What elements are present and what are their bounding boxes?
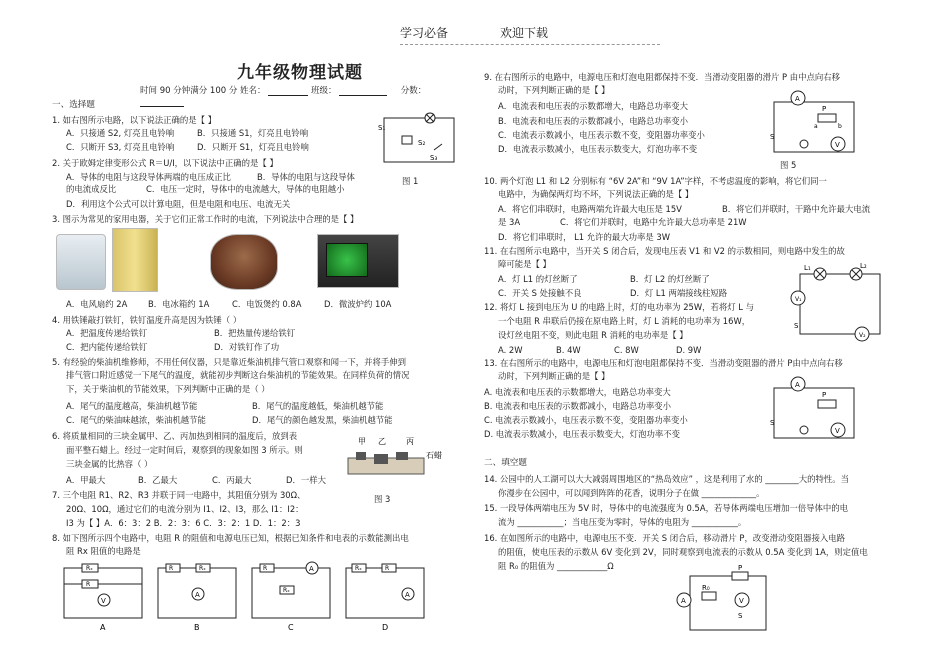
- q4-option-b[interactable]: B．把热量传递给铁钉: [214, 328, 296, 338]
- circuit-a: [64, 564, 148, 634]
- circuit-a-label: A: [100, 623, 106, 632]
- q13-option-a[interactable]: A. 电流表和电压表的示数都增大，电路总功率变大: [484, 387, 671, 397]
- q12-line2: 一个电阻 R 串联后仍接在原电路上时，灯 L 消耗的电功率为 16W，: [498, 316, 751, 326]
- q3-stem: 3. 图示为常见的家用电器，关于它们正常工作时的电流，下列说法中合理的是【 】: [52, 214, 359, 224]
- q2-stem: 2. 关于欧姆定律变形公式 R＝U/I，以下说法中正确的是【 】: [52, 158, 278, 168]
- circuit-a-meter: V: [101, 597, 106, 605]
- q16-switch: S: [738, 612, 743, 620]
- circuit-c-rx: Rₓ: [283, 587, 290, 594]
- q11-option-b[interactable]: B．灯 L2 的灯丝断了: [630, 274, 710, 284]
- circuit-c: [252, 564, 336, 634]
- q11-option-d[interactable]: D．灯 L1 两端接线柱短路: [630, 288, 728, 298]
- q9-option-b[interactable]: B．电流表和电压表的示数都减小，电路总功率变小: [498, 116, 688, 126]
- figure-q16-circuit: [680, 564, 776, 642]
- fig5-switch: S: [770, 133, 775, 141]
- fig5-a: a: [814, 123, 818, 130]
- q14-stem: 14. 公园中的人工湖可以大大减弱周围地区的“热岛效应” ，这是利用了水的 ________大的特性。当: [484, 474, 849, 484]
- q16-voltmeter: V: [739, 597, 744, 605]
- q7-line2: 20Ω、10Ω，通过它们的电流分别为 I1、I2、I3，那么 I1：I2：: [66, 504, 304, 514]
- rice-cooker-image: [210, 234, 278, 290]
- q2-option-d[interactable]: D．利用这个公式可以计算电阻，但是电阻和电压、电流无关: [66, 199, 291, 209]
- q10-option-b-cont: 是 3A: [498, 217, 521, 227]
- q6-option-b[interactable]: B．乙最大: [138, 475, 178, 485]
- q11-l2: L₂: [860, 262, 867, 270]
- q2-option-a[interactable]: A．导体的电阻与这段导体两端的电压成正比: [66, 172, 231, 182]
- exam-title: 九年级物理试题: [237, 63, 363, 83]
- q16-stem: 16. 在如图所示的电路中，电源电压不变．开关 S 闭合后，移动滑片 P，改变滑动变阻器接入电路: [484, 533, 845, 543]
- q3-option-d[interactable]: D．微波炉约 10A: [324, 299, 392, 309]
- class-blank[interactable]: [339, 85, 387, 96]
- q5-option-a[interactable]: A．尾气的温度越高，柴油机越节能: [66, 401, 198, 411]
- q6-line2: 面平整石蜡上。经过一定时间后，观察到的现象如图 3 所示。则: [66, 445, 303, 455]
- s1-label: S₁: [378, 124, 386, 132]
- fig5-b: b: [838, 123, 842, 130]
- q11-l1: L₁: [804, 264, 811, 272]
- q16-ammeter: A: [681, 597, 686, 605]
- circuit-a-r: R: [86, 581, 91, 588]
- q4-stem: 4. 用铁锤敲打铁钉，铁钉温度升高是因为铁锤（ ）: [52, 315, 242, 325]
- q2-option-c[interactable]: C．电压一定时，导体中的电流越大，导体的电阻越小: [146, 184, 345, 194]
- q13-slider: P: [822, 391, 827, 399]
- q14-line2: 你漫步在公园中，可以闻到阵阵的花香，说明分子在做 _____________。: [498, 488, 765, 498]
- q13-option-b[interactable]: B. 电流表和电压表的示数都减小，电路总功率变小: [484, 401, 671, 411]
- score-blank[interactable]: [140, 96, 184, 107]
- circuit-d-meter: A: [405, 591, 410, 599]
- page-header: [400, 22, 660, 45]
- q10-line2: 电路中，为确保两灯均不坏，下列说法正确的是【 】: [498, 189, 694, 199]
- exam-info: [140, 84, 470, 107]
- microwave-image: [317, 234, 399, 288]
- class-label: 班级：: [310, 86, 337, 96]
- q12-option-d[interactable]: D. 9W: [676, 345, 702, 355]
- q6-option-d[interactable]: D．一样大: [286, 475, 326, 485]
- figure3-caption: 图 3: [374, 494, 391, 504]
- q16-slider: P: [738, 564, 743, 572]
- q11-stem: 11. 在右图所示电路中，当开关 S 闭合后，发现电压表 V1 和 V2 的示数相同，则电路中发生的故: [484, 246, 845, 256]
- header-left-text: 学习必备: [400, 26, 449, 40]
- q4-option-d[interactable]: D．对铁钉作了功: [214, 342, 280, 352]
- q9-line2: 动时，下列判断正确的是【 】: [498, 85, 610, 95]
- circuit-d-r: R: [385, 565, 390, 572]
- figure-q13-circuit: [770, 378, 866, 444]
- q13-option-d[interactable]: D. 电流表示数减小，电压表示数变大，灯泡功率不变: [484, 429, 681, 439]
- circuit-c-label: C: [288, 623, 294, 632]
- section-choice: 一、选择题: [52, 100, 95, 110]
- q12-option-c[interactable]: C. 8W: [614, 345, 639, 355]
- q5-line3: 下，关于柴油机的节能效果，下列判断中正确的是（ ）: [66, 384, 270, 394]
- q16-line2: 的阻值，使电压表的示数从 6V 变化到 2V，同时观察到电流表的示数从 0.5A 变化到 1A，则定值电: [498, 547, 868, 557]
- q4-option-a[interactable]: A．把温度传递给铁钉: [66, 328, 148, 338]
- q13-switch: S: [770, 419, 775, 427]
- q8-line2: 阻 Rx 阻值的电路是: [66, 546, 141, 556]
- q6-stem: 6. 将质量相同的三块金属甲、乙、丙加热到相同的温度后，放到表: [52, 431, 298, 441]
- q10-option-c[interactable]: C．将它们并联时，电路中允许最大总功率是 21W: [560, 217, 747, 227]
- q12-stem: 12. 将灯 L 接到电压为 U 的电路上时，灯的电功率为 25W，若将灯 L 与: [484, 302, 755, 312]
- figure-q11-circuit: [794, 262, 894, 342]
- yi-label: 乙: [378, 437, 386, 446]
- q1-stem: 1. 如右图所示电路，以下说法正确的是【 】: [52, 115, 217, 125]
- q3-option-c[interactable]: C．电饭煲约 0.8A: [232, 299, 302, 309]
- fig5-ammeter: A: [795, 95, 800, 103]
- q13-option-c[interactable]: C. 电流表示数减小，电压表示数不变，变阻器功率变小: [484, 415, 688, 425]
- q1-option-d[interactable]: D．只断开 S1，灯亮且电铃响: [197, 142, 309, 152]
- circuit-d-label: D: [382, 623, 389, 632]
- q12-line3: 设灯丝电阻不变，则此电阻 R 消耗的电功率是【 】: [498, 330, 688, 340]
- q9-option-c[interactable]: C．电流表示数减小，电压表示数不变，变阻器功率变小: [498, 130, 705, 140]
- circuit-b-meter: A: [195, 591, 200, 599]
- electric-fan-image: [56, 234, 106, 290]
- q1-option-a[interactable]: A．只接通 S2, 灯亮且电铃响: [66, 128, 175, 138]
- q16-line3: 阻 R₀ 的阻值为 ____________Ω: [498, 561, 614, 571]
- q7-line3: I3 为【 】A．6：3：2 B．2：3：6 C．3：2：1 D．1：2：3: [66, 518, 301, 528]
- figure1-circuit: [378, 112, 462, 174]
- circuit-d: [346, 564, 430, 634]
- circuit-c-r: R: [263, 565, 268, 572]
- q2-option-b-cont: 的电流成反比: [66, 184, 117, 194]
- q3-option-b[interactable]: B．电冰箱约 1A: [148, 299, 210, 309]
- q5-option-c[interactable]: C．尾气的柴油味越浓，柴油机越节能: [66, 415, 206, 425]
- q4-option-c[interactable]: C．把内能传递给铁钉: [66, 342, 148, 352]
- bing-label: 丙: [406, 437, 414, 446]
- q10-option-b[interactable]: B．将它们并联时，干路中允许最大电流: [722, 204, 871, 214]
- q2-option-b[interactable]: B．导体的电阻与这段导体: [257, 172, 355, 182]
- exam-info-text: 时间 90 分钟满分 100 分 姓名：: [140, 86, 266, 96]
- q13-stem: 13. 在右图所示的电路中，电源电压和灯泡电阻都保持不变．当滑动变阻器的滑片 P由中点向右移: [484, 358, 843, 368]
- q16-r0: R₀: [702, 584, 710, 592]
- q13-line2: 动时，下列判断正确的是【 】: [498, 371, 610, 381]
- q5-option-b[interactable]: B．尾气的温度越低，柴油机越节能: [252, 401, 384, 411]
- q10-stem: 10. 两个灯泡 L1 和 L2 分别标有 “6V 2A”和 “9V 1A”字样，不考虑温度的影响，将它们同一: [484, 176, 827, 186]
- circuit-b-rx: Rₓ: [199, 565, 206, 572]
- s2-label: S₂: [418, 139, 426, 147]
- q10-option-a[interactable]: A．将它们串联时，电路两端允许最大电压是 15V: [498, 204, 682, 214]
- figure5-caption: 图 5: [780, 160, 797, 170]
- q1-option-c[interactable]: C．只断开 S3, 灯亮且电铃响: [66, 142, 175, 152]
- circuit-b-label: B: [194, 623, 200, 632]
- q10-option-d[interactable]: D．将它们串联时， L1 允许的最大功率是 3W: [498, 232, 671, 242]
- fig5-voltmeter: V: [835, 141, 840, 149]
- q12-option-a[interactable]: A. 2W: [498, 345, 523, 355]
- s3-label: S₃: [430, 154, 438, 162]
- q13-ammeter: A: [795, 381, 800, 389]
- q11-switch: S: [794, 322, 799, 330]
- q11-v1: V₁: [795, 296, 802, 303]
- circuit-b-r: R: [169, 565, 174, 572]
- figure3-wax-blocks: [348, 436, 452, 486]
- q9-stem: 9. 在右图所示的电路中，电源电压和灯泡电阻都保持不变．当滑动变阻器的滑片 P 由中点向右移: [484, 72, 841, 82]
- q7-stem: 7. 三个电阻 R1、R2、R3 并联于同一电路中，其阻值分别为 30Ω、: [52, 490, 306, 500]
- q5-stem: 5. 有经验的柴油机维修师，不用任何仪器，只是靠近柴油机排气管口观察和闻一下，并将手伸到: [52, 357, 407, 367]
- q3-option-a[interactable]: A．电风扇约 2A: [66, 299, 128, 309]
- q1-option-b[interactable]: B．只接通 S1，灯亮且电铃响: [197, 128, 309, 138]
- header-right-text: 欢迎下载: [500, 26, 549, 40]
- q11-v2: V₂: [859, 332, 866, 339]
- circuit-d-rx: Rₓ: [355, 565, 362, 572]
- q6-option-a[interactable]: A．甲最大: [66, 475, 106, 485]
- refrigerator-image: [112, 228, 158, 292]
- circuit-c-meter: A: [309, 565, 314, 573]
- q9-option-d[interactable]: D．电流表示数减小，电压表示数变大，灯泡功率不变: [498, 144, 698, 154]
- figure1-caption: 图 1: [402, 176, 419, 186]
- jia-label: 甲: [358, 437, 366, 446]
- circuit-a-rx: Rₓ: [86, 565, 93, 572]
- circuit-b: [158, 564, 242, 634]
- wax-label: 石蜡: [426, 451, 442, 460]
- q6-option-c[interactable]: C．丙最大: [212, 475, 252, 485]
- name-blank[interactable]: [268, 85, 308, 96]
- figure5-circuit: [770, 92, 866, 158]
- q11-option-a[interactable]: A．灯 L1 的灯丝断了: [498, 274, 578, 284]
- q11-line2: 障可能是【 】: [498, 259, 551, 269]
- q13-voltmeter: V: [835, 427, 840, 435]
- q12-option-b[interactable]: B. 4W: [556, 345, 581, 355]
- q8-stem: 8. 如下图所示四个电路中，电阻 R 的阻值和电源电压已知，根据已知条件和电表的示数能测出电: [52, 533, 409, 543]
- q6-line3: 三块金属的比热容（ ）: [66, 459, 153, 469]
- q15-line2: 流为 ___________；当电压变为零时，导体的电阻为 ___________。: [498, 517, 747, 527]
- q5-option-d[interactable]: D．尾气的颜色越发黑，柴油机越节能: [252, 415, 393, 425]
- q5-line2: 排气管口附近感觉一下尾气的温度，就能初步判断这台柴油机的节能效果。在同样负荷的情况: [66, 370, 410, 380]
- fig5-slider: P: [822, 105, 827, 113]
- q9-option-a[interactable]: A．电流表和电压表的示数都增大，电路总功率变大: [498, 101, 688, 111]
- q11-option-c[interactable]: C．开关 S 处接触不良: [498, 288, 582, 298]
- q15-stem: 15. 一段导体两端电压为 5V 时，导体中的电流强度为 0.5A，若导体两端电压增加一倍导体中的电: [484, 503, 848, 513]
- microwave-window: [326, 243, 368, 277]
- section-fill: 二、填空题: [484, 458, 527, 468]
- score-label: 分数：: [400, 86, 427, 96]
